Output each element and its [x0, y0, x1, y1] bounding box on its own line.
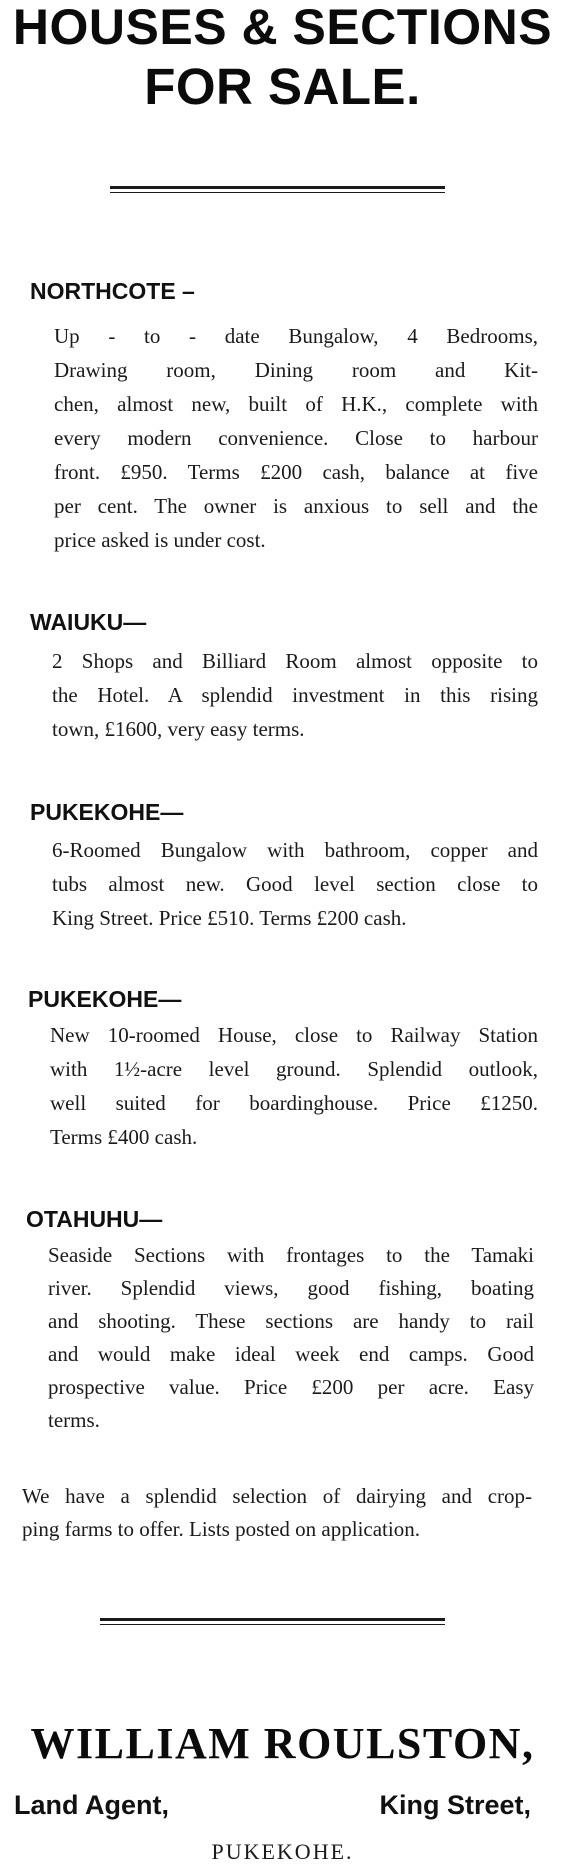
- farms-note: [22, 1480, 532, 1546]
- text-line: well suited for boardinghouse. Price £1250.: [50, 1091, 538, 1115]
- page-subtitle: FOR SALE.: [144, 58, 421, 115]
- listing-heading-otahuhu: OTAHUHU—: [26, 1206, 163, 1232]
- text-line: Terms £400 cash.: [50, 1125, 198, 1149]
- listing-heading-northcote: NORTHCOTE –: [30, 278, 195, 304]
- agent-town: PUKEKOHE.: [211, 1839, 354, 1864]
- text-line: every modern convenience. Close to harbour: [54, 426, 538, 450]
- text-line: New 10-roomed House, close to Railway Station: [50, 1023, 538, 1047]
- listing-text-northcote: [54, 319, 538, 557]
- agent-name: WILLIAM ROULSTON,: [30, 1719, 535, 1768]
- text-line: with 1½-acre level ground. Splendid outlook,: [50, 1057, 538, 1081]
- bottom-double-rule: [100, 1618, 445, 1625]
- text-line: 2 Shops and Billiard Room almost opposite to: [52, 649, 538, 673]
- page-title: HOUSES & SECTIONS: [12, 0, 553, 55]
- text-line: King Street. Price £510. Terms £200 cash.: [52, 906, 407, 930]
- text-line: the Hotel. A splendid investment in this rising: [52, 683, 538, 707]
- text-line: Up - to - date Bungalow, 4 Bedrooms,: [54, 324, 538, 348]
- listing-text-waiuku: [52, 644, 538, 746]
- text-line: tubs almost new. Good level section close to: [52, 872, 538, 896]
- text-line: We have a splendid selection of dairying and crop-: [22, 1484, 532, 1508]
- text-line: 6-Roomed Bungalow with bathroom, copper and: [52, 838, 538, 862]
- text-line: price asked is under cost.: [54, 528, 266, 552]
- text-line: chen, almost new, built of H.K., complete with: [54, 392, 538, 416]
- listing-text-pukekohe-1: [52, 833, 538, 935]
- listing-text-otahuhu: [48, 1239, 534, 1437]
- listing-heading-waiuku: WAIUKU—: [30, 609, 147, 635]
- text-line: ping farms to offer. Lists posted on application.: [22, 1517, 420, 1541]
- text-line: town, £1600, very easy terms.: [52, 717, 305, 741]
- text-line: terms.: [48, 1408, 100, 1432]
- text-line: prospective value. Price £200 per acre. Easy: [48, 1375, 534, 1399]
- text-line: Drawing room, Dining room and Kit-: [54, 358, 538, 382]
- listing-heading-pukekohe-2: PUKEKOHE—: [28, 986, 182, 1012]
- listing-heading-pukekohe-1: PUKEKOHE—: [30, 799, 184, 825]
- listing-text-pukekohe-2: [50, 1018, 538, 1154]
- agent-role: Land Agent,: [14, 1790, 169, 1820]
- text-line: per cent. The owner is anxious to sell and the: [54, 494, 538, 518]
- top-double-rule: [110, 186, 445, 193]
- agent-street: King Street,: [379, 1790, 531, 1820]
- text-line: and would make ideal week end camps. Good: [48, 1342, 534, 1366]
- text-line: Seaside Sections with frontages to the Tamaki: [48, 1243, 534, 1267]
- text-line: front. £950. Terms £200 cash, balance at five: [54, 460, 538, 484]
- text-line: river. Splendid views, good fishing, boating: [48, 1276, 534, 1300]
- text-line: and shooting. These sections are handy to rail: [48, 1309, 534, 1333]
